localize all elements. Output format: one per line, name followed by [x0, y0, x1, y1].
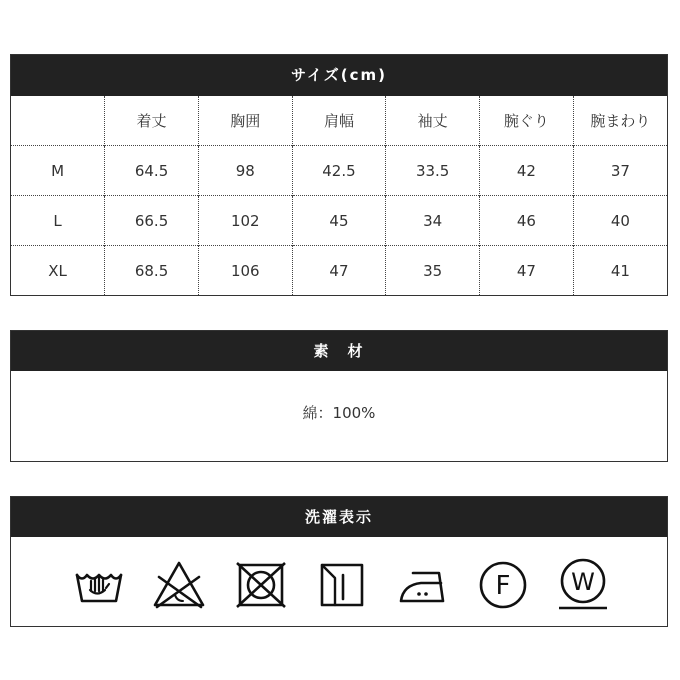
size-table — [11, 96, 667, 295]
table-row — [11, 246, 667, 296]
table-cell: 47 — [480, 246, 574, 296]
table-cell: 98 — [198, 146, 292, 196]
wet-clean-letter: W — [571, 568, 595, 596]
table-cell: 106 — [198, 246, 292, 296]
wet-clean-w-icon — [555, 557, 611, 613]
table-header-row — [11, 96, 667, 146]
dry-clean-letter: F — [495, 571, 511, 601]
material-panel-title: 素 材 — [11, 331, 667, 371]
table-cell: 102 — [198, 196, 292, 246]
no-tumble-dry-icon — [233, 557, 289, 613]
hand-wash-icon — [71, 557, 127, 613]
line-dry-shade-icon — [313, 557, 369, 613]
table-cell: 64.5 — [105, 146, 199, 196]
material-panel — [10, 330, 668, 462]
dry-clean-f-icon — [475, 557, 531, 613]
table-cell: 46 — [480, 196, 574, 246]
table-cell: 35 — [386, 246, 480, 296]
size-label: XL — [11, 246, 105, 296]
column-header: 袖丈 — [386, 96, 480, 146]
table-cell: 47 — [292, 246, 386, 296]
no-bleach-icon — [151, 557, 207, 613]
table-row — [11, 196, 667, 246]
column-header: 胸囲 — [198, 96, 292, 146]
table-cell: 68.5 — [105, 246, 199, 296]
care-icons-row — [11, 537, 667, 626]
table-cell: 34 — [386, 196, 480, 246]
table-cell: 66.5 — [105, 196, 199, 246]
table-cell: 42 — [480, 146, 574, 196]
table-row — [11, 146, 667, 196]
table-cell: 42.5 — [292, 146, 386, 196]
column-header: 腕まわり — [573, 96, 667, 146]
table-cell: 33.5 — [386, 146, 480, 196]
column-header — [11, 96, 105, 146]
column-header: 着丈 — [105, 96, 199, 146]
table-cell: 40 — [573, 196, 667, 246]
table-cell: 41 — [573, 246, 667, 296]
size-panel-title: サイズ(cm) — [11, 55, 667, 96]
size-label: M — [11, 146, 105, 196]
material-text: 綿：100% — [302, 404, 376, 422]
care-panel — [10, 496, 668, 627]
size-label: L — [11, 196, 105, 246]
column-header: 肩幅 — [292, 96, 386, 146]
table-cell: 45 — [292, 196, 386, 246]
iron-low-heat-icon — [395, 557, 451, 613]
care-panel-title: 洗濯表示 — [11, 497, 667, 537]
column-header: 腕ぐり — [480, 96, 574, 146]
table-cell: 37 — [573, 146, 667, 196]
size-panel — [10, 54, 668, 296]
